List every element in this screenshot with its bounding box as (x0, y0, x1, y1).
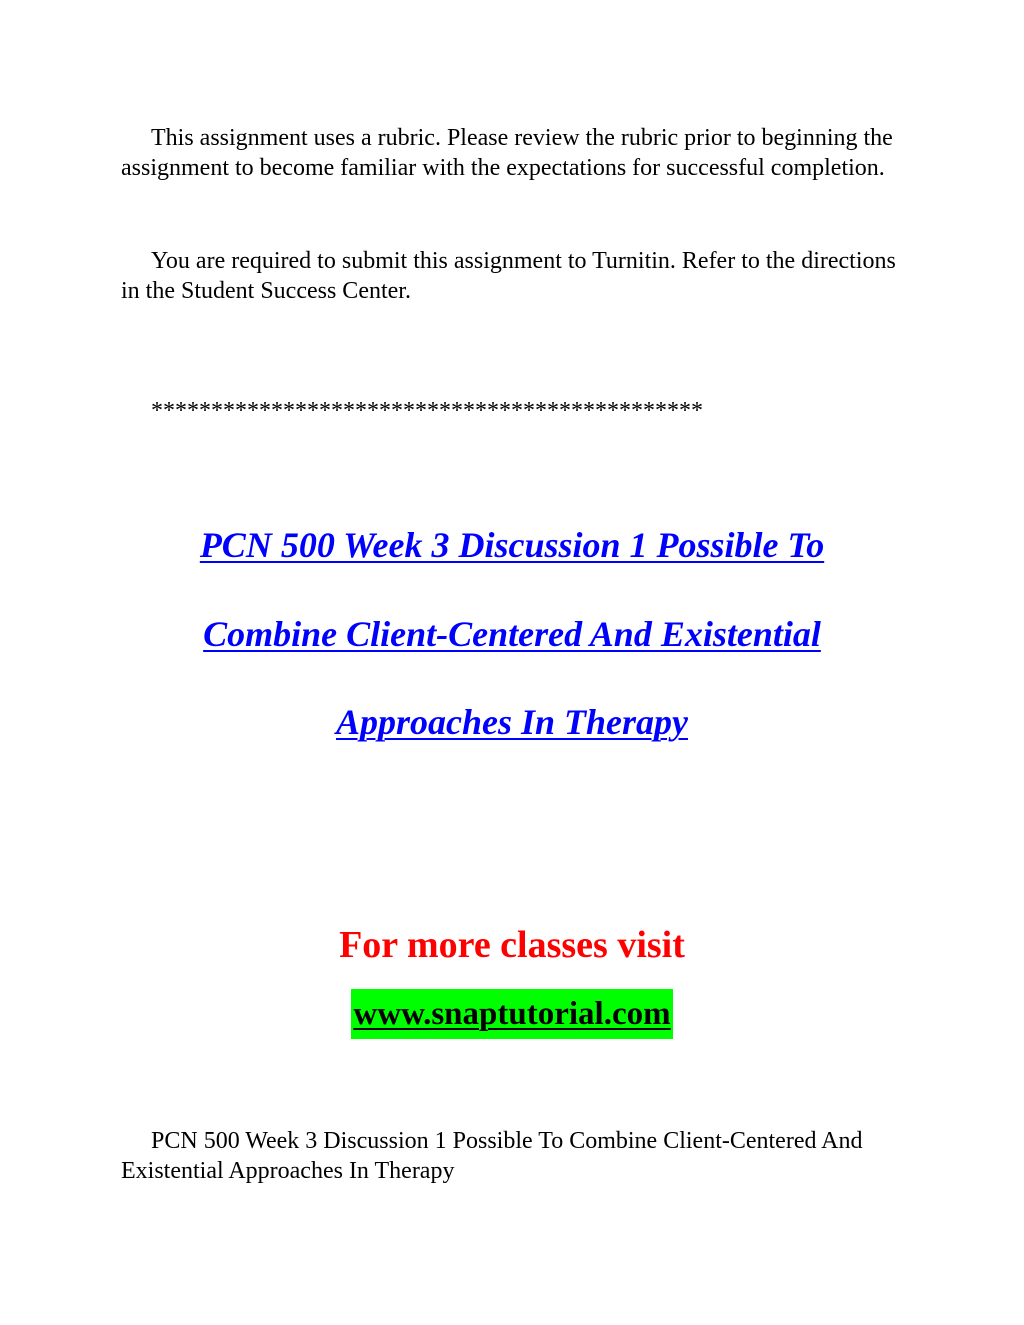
promo-link-row (0, 989, 1024, 1039)
separator-stars: ********************************************** (151, 398, 703, 424)
title-link-line-2[interactable]: Combine Client-Centered And Existential (203, 614, 821, 654)
title-link-line-1[interactable]: PCN 500 Week 3 Discussion 1 Possible To (199, 525, 825, 565)
rubric-paragraph: This assignment uses a rubric. Please review the rubric prior to beginning the assignment to become familiar with the expectations for successful completion. (121, 125, 893, 181)
title-line-1 (0, 523, 1024, 567)
title-line-2 (0, 612, 1024, 656)
promo-heading: For more classes visit (339, 924, 685, 966)
snaptutorial-link[interactable]: www.snaptutorial.com (351, 989, 672, 1039)
title-line-3 (0, 700, 1024, 744)
turnitin-paragraph: You are required to submit this assignment to Turnitin. Refer to the directions in the Student Success Center. (121, 248, 896, 304)
title-link-line-3[interactable]: Approaches In Therapy (335, 702, 689, 742)
summary-paragraph: PCN 500 Week 3 Discussion 1 Possible To Combine Client-Centered And Existential Approaches In Therapy (121, 1128, 863, 1184)
